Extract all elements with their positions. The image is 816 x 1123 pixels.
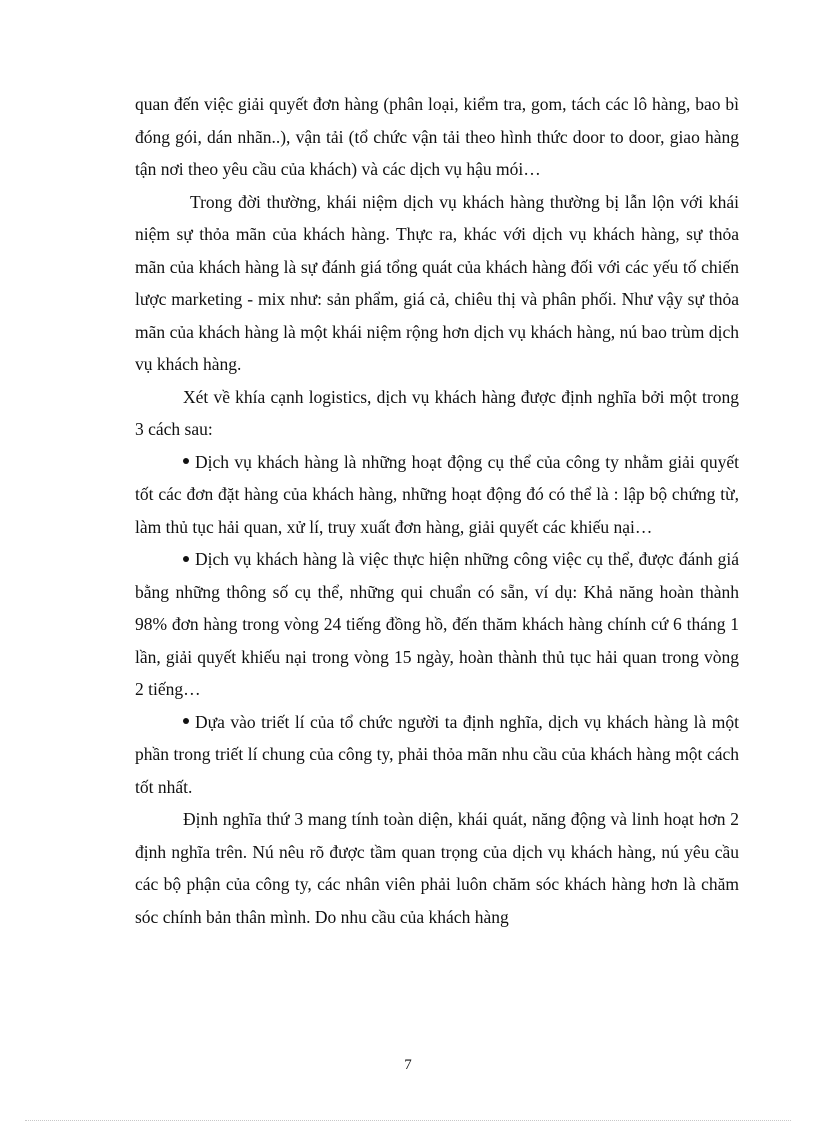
bullet-item-definition-1	[135, 446, 739, 544]
bullet-item-definition-2	[135, 543, 739, 706]
bullet-text: Dựa vào triết lí của tổ chức người ta định nghĩa, dịch vụ khách hàng là một phần trong triết lí chung của công ty, phải thỏa mãn nhu cầu của khách hàng một cách tốt nhất.	[135, 711, 739, 797]
bullet-icon	[183, 718, 189, 724]
bullet-text: Dịch vụ khách hàng là việc thực hiện những công việc cụ thể, được đánh giá bằng những thông số cụ thể, những qui chuẩn có sẵn, ví dụ: Khả năng hoàn thành 98% đơn hàng trong vòng 24 tiếng đồng hồ, đến thăm khách hàng chính cứ 6 tháng 1 lần, giải quyết khiếu nại trong vòng 15 ngày, hoàn thành thủ tục hải quan trong vòng 2 tiếng…	[135, 549, 739, 699]
paragraph-logistics-intro: Xét về khía cạnh logistics, dịch vụ khách hàng được định nghĩa bởi một trong 3 cách sau:	[135, 386, 739, 439]
paragraph-service-vs-satisfaction: Trong đời thường, khái niệm dịch vụ khách hàng thường bị lẫn lộn với khái niệm sự thỏa mãn của khách hàng. Thực ra, khác với dịch vụ khách hàng, sự thỏa mãn của khách hàng là sự đánh giá tổng quát của khách hàng đối với các yếu tố chiến lược marketing - mix như: sản phẩm, giá cả, chiêu thị và phân phối. Như vậy sự thỏa mãn của khách hàng là một khái niệm rộng hơn dịch vụ khách hàng, nú bao trùm dịch vụ khách hàng.	[135, 191, 739, 374]
bullet-item-definition-3	[135, 706, 739, 804]
page-bottom-edge	[25, 1120, 791, 1121]
bullet-icon	[183, 458, 189, 464]
bullet-text: Dịch vụ khách hàng là những hoạt động cụ thể của công ty nhằm giải quyết tốt các đơn đặt hàng của khách hàng, những hoạt động đó có thể là : lập bộ chứng từ, làm thủ tục hải quan, xử lí, truy xuất đơn hàng, giải quyết các khiếu nại…	[135, 451, 739, 537]
bullet-icon	[183, 556, 189, 562]
page-number: 7	[404, 1057, 412, 1073]
page-body	[135, 88, 739, 933]
paragraph-continuation: quan đến việc giải quyết đơn hàng (phân loại, kiểm tra, gom, tách các lô hàng, bao bì đóng gói, dán nhãn..), vận tải (tổ chức vận tải theo hình thức door to door, giao hàng tận nơi theo yêu cầu của khách) và các dịch vụ hậu mói…	[135, 94, 739, 179]
paragraph-third-definition: Định nghĩa thứ 3 mang tính toàn diện, khái quát, năng động và linh hoạt hơn 2 định nghĩa trên. Nú nêu rõ được tầm quan trọng của dịch vụ khách hàng, nú yêu cầu các bộ phận của công ty, các nhân viên phải luôn chăm sóc khách hàng hơn là chăm sóc chính bản thân mình. Do nhu cầu của khách hàng	[135, 809, 739, 927]
